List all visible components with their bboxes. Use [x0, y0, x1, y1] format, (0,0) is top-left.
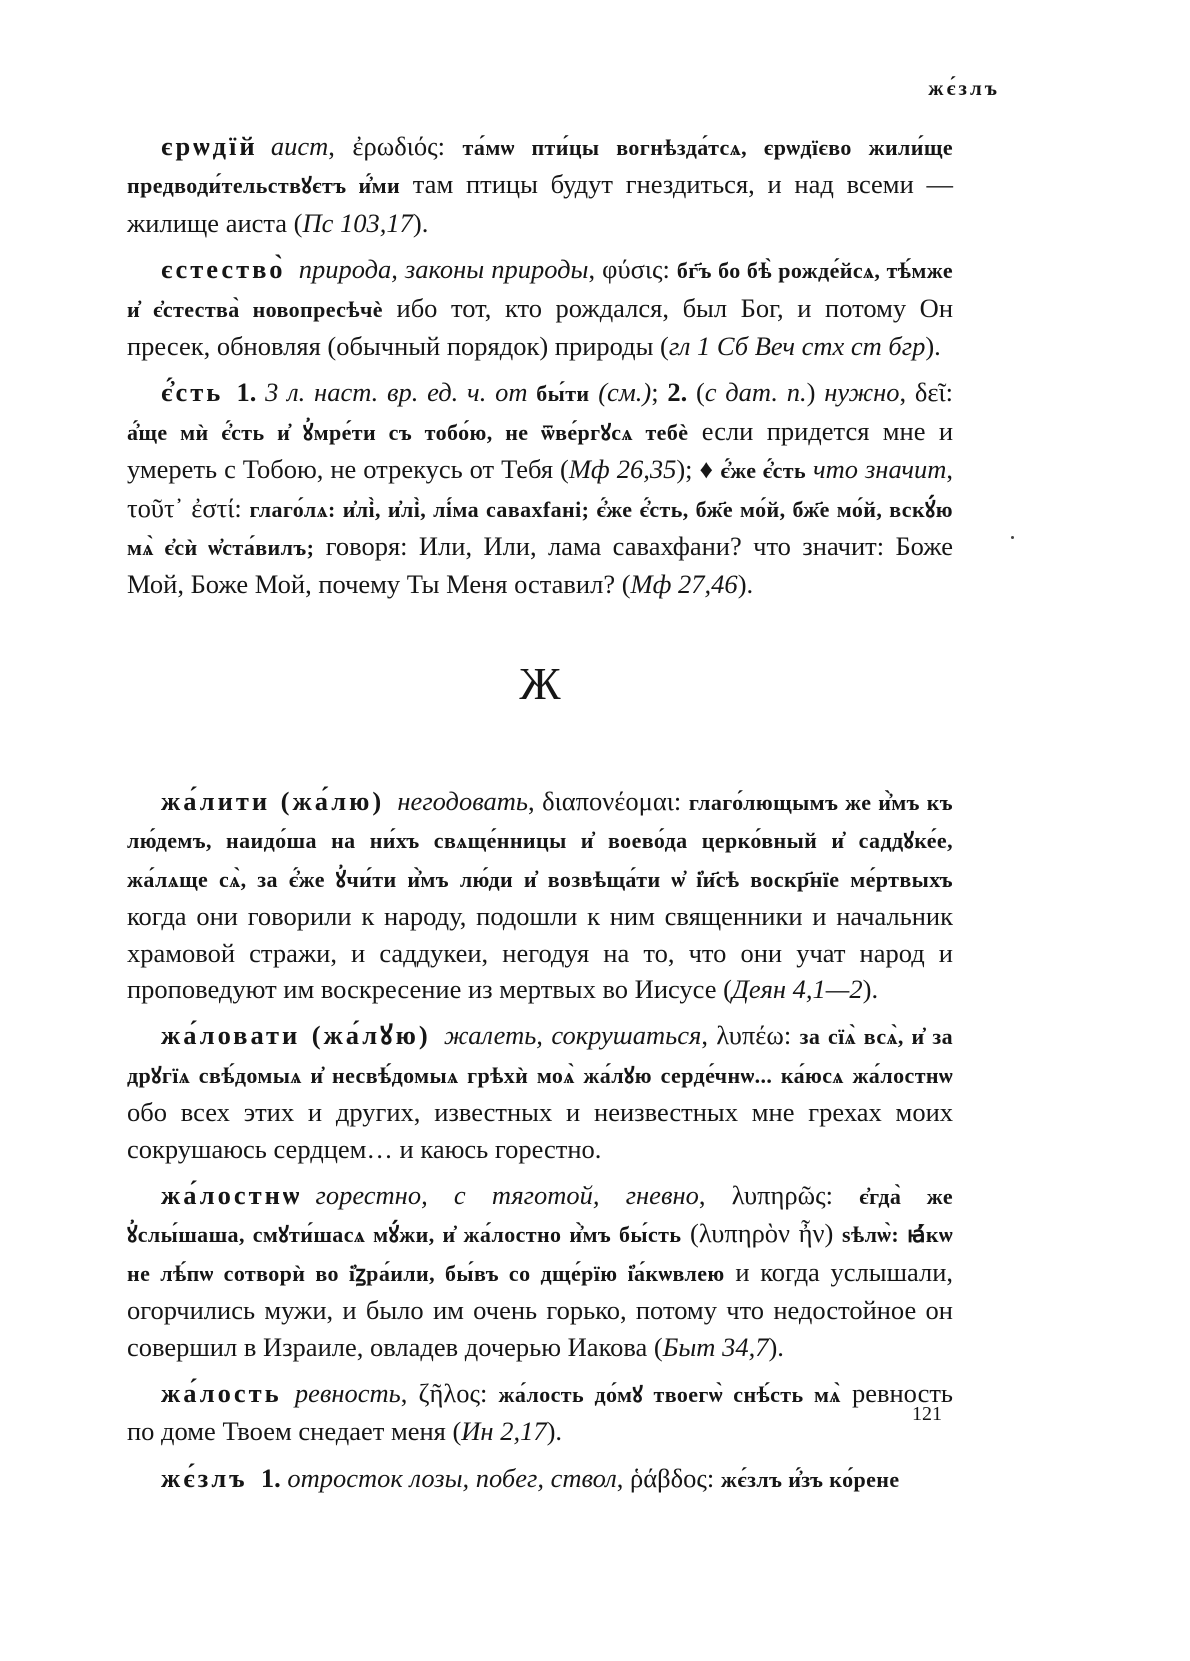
- roman-text: ).: [412, 207, 429, 238]
- entry-headword: жа́лостнѡ: [161, 1179, 303, 1210]
- dictionary-entry: [127, 1017, 953, 1167]
- entry-headword: жа́лити (жа́лю): [161, 785, 385, 816]
- roman-text: , ῥάβδος:: [616, 1462, 721, 1493]
- roman-text: (: [695, 377, 705, 408]
- roman-text: , διαπονέομαι:: [527, 785, 689, 816]
- roman-text: ).: [768, 1331, 784, 1362]
- roman-text: , λυπέω:: [701, 1020, 800, 1051]
- italic-text: нужно: [824, 377, 900, 408]
- italic-text: горестно, с тяготой, гневно: [315, 1179, 699, 1210]
- roman-text: , ἐρωδιός:: [328, 131, 463, 161]
- italic-text: с дат. п.: [704, 377, 807, 408]
- church-slavonic-text: глаго́лѧ: и҆лі̀, и҆лі̀, лі́ма савахfані; є҆́же є҆́сть, бж҃е мо́й, бж҃е мо́й, вскꙋ́ю мѧ̀ є҆сѝ ѡ҆ста́вилъ;: [127, 496, 953, 561]
- italic-text: (см.): [589, 377, 652, 408]
- roman-text: и когда услышали, огорчились мужи, и было им очень горько, потому что недостойное он совершил в Израиле, овладев дочерью Иакова (: [127, 1256, 953, 1362]
- roman-text: ).: [925, 331, 941, 362]
- roman-text: там птицы будут гнездиться, и над всеми — жилище аиста (: [127, 169, 953, 238]
- italic-text: аист: [270, 131, 329, 161]
- roman-text: [806, 454, 813, 484]
- roman-text: , δεῖ:: [899, 377, 954, 408]
- bold-number: 1.: [236, 377, 266, 408]
- entry-headword: жа́лость: [161, 1377, 282, 1408]
- roman-text: ).: [862, 973, 879, 1004]
- dictionary-entry: [127, 251, 953, 364]
- roman-text: , λυπηρῶς:: [698, 1179, 860, 1210]
- italic-text: природа, законы природы: [298, 254, 589, 285]
- bold-number: 1.: [260, 1462, 288, 1493]
- roman-text: ибо тот, кто рождался, был Бог, и потому Он пресек, обновляя (обычный порядок) природы (: [127, 292, 953, 362]
- church-slavonic-text: жє́злъ и҆́зъ ко́рене: [720, 1466, 900, 1492]
- italic-text: 3 л. наст. вр. ед. ч. от: [265, 377, 537, 408]
- roman-text: , ζῆλος:: [400, 1377, 499, 1408]
- italic-text: жалеть, сокрушаться: [443, 1020, 702, 1051]
- church-slavonic-text: за сїѧ̀ всѧ̀, и҆ за дрꙋгїѧ свѣ́домыѧ и҆ несвѣ́домыѧ грѣхѝ моѧ̀ жа́лꙋю серде́чнѡ... ка́юсѧ жа́лостнѡ: [127, 1024, 953, 1088]
- italic-text: Мф 26,35: [568, 454, 677, 485]
- entry-headword: єстество̀: [161, 254, 286, 285]
- roman-text: говоря: Или, Или, лама савахфани? что значит: Боже Мой, Боже Мой, почему Ты Меня оставил? (: [127, 531, 953, 600]
- roman-text: ).: [737, 569, 754, 600]
- roman-text: если придется мне и умереть с Тобою, не отрекусь от Тебя (: [127, 415, 953, 485]
- bold-number: 2.: [667, 377, 696, 408]
- entry-headword: жє́злъ: [161, 1462, 248, 1493]
- church-slavonic-text: глаго́лющымъ же и҆̀мъ къ лю́демъ, наидо́ша на ни́хъ свѧще́нницы и҆ воево́да церко́вный и҆ саддꙋке́е, жа́лѧще сѧ̀, за є҆́же ꙋ҆чи́ти и҆̀мъ лю́ди и҆ возвѣща́ти ѡ҆ і҆и҃сѣ воскр҃нїе ме́ртвыхъ: [127, 789, 954, 892]
- roman-text: ); ♦: [676, 454, 721, 485]
- church-slavonic-text: є҆́же є҆́сть: [720, 458, 806, 484]
- italic-text: отросток лозы, побег, ствол: [287, 1462, 617, 1493]
- roman-text: ревность по доме Твоем снедает меня (: [127, 1377, 954, 1447]
- italic-text: что значит: [812, 454, 947, 485]
- italic-text: Ин 2,17: [461, 1416, 547, 1447]
- roman-text: когда они говорили к народу, подошли к ним священники и начальник храмовой стражи, и саддукеи, негодуя на то, что они учат народ и проповедуют им воскресение из мертвых во Иисусе (: [127, 901, 953, 1004]
- church-slavonic-text: бг҃ъ бо бѣ̀ рожде́йсѧ, тѣ́мже и҆ є҆стества̀ новопресѣчѐ: [127, 258, 953, 322]
- dictionary-entry: [127, 1375, 953, 1450]
- church-slavonic-text: бы́ти: [536, 381, 590, 407]
- church-slavonic-text: є҆гда̀ же ꙋ҆слы́шаша, смꙋти́шасѧ мꙋ́жи, и҆ жа́лостно и҆̀мъ бы́сть: [127, 1183, 953, 1248]
- church-slavonic-text: ѕѣлѡ̀: ꙗ҆́кѡ не лѣ́пѡ сотворѝ во і҆ꙁра́или, бы́въ со дще́рїю і҆а́кѡвлею: [127, 1222, 953, 1286]
- roman-text: , φύσις:: [588, 254, 677, 285]
- roman-text: ).: [546, 1416, 563, 1447]
- entries-before: [127, 128, 953, 603]
- roman-text: обо всех этих и других, известных и неизвестных мне грехах моих сокрушаюсь сердцем… и каюсь горестно.: [127, 1097, 953, 1164]
- italic-text: Быт 34,7: [662, 1331, 769, 1362]
- entry-headword: є҆́сть: [161, 377, 224, 408]
- italic-text: ревность: [294, 1377, 401, 1408]
- dictionary-entry: [127, 1177, 953, 1365]
- text-block: [127, 128, 953, 1508]
- dictionary-entry: [127, 374, 953, 602]
- roman-text: (λυπηρὸν ἦν): [681, 1218, 842, 1249]
- dictionary-entry: [127, 1460, 953, 1498]
- roman-text: , τοῦτ᾽ ἐστί:: [127, 454, 954, 523]
- roman-text: ): [806, 377, 825, 408]
- dictionary-entry: [127, 783, 953, 1007]
- entries-after: [127, 783, 953, 1498]
- church-slavonic-text: а҆́ще мѝ є҆́сть и҆ ꙋ҆мре́ти съ тобо́ю, не ѿве́ргꙋсѧ тебѐ: [127, 419, 689, 445]
- section-letter: Ж: [519, 657, 561, 709]
- running-head: жє́злъ: [928, 76, 1000, 100]
- church-slavonic-text: та́мѡ пти́цы вогнѣзда́тсѧ, єрѡдїєво жили́ще предводи́тельствꙋєтъ и҆́ми: [127, 135, 953, 199]
- italic-text: Пс 103,17: [302, 207, 413, 238]
- entry-headword: жа́ловати (жа́лꙋю): [161, 1020, 431, 1051]
- italic-text: Мф 27,46: [630, 569, 738, 600]
- italic-text: Деян 4,1—2: [731, 973, 863, 1004]
- page-speck: [1011, 536, 1014, 539]
- italic-text: негодовать: [397, 785, 528, 816]
- church-slavonic-text: жа́лость до́мꙋ твоегѡ̀ снѣ́сть мѧ̀: [498, 1381, 841, 1407]
- entry-headword: єрѡдїй: [161, 131, 258, 161]
- page-number: 121: [912, 1403, 942, 1425]
- dictionary-entry: [127, 128, 953, 241]
- italic-text: гл 1 Сб Веч стх ст бгр: [668, 331, 926, 362]
- roman-text: ;: [651, 377, 668, 408]
